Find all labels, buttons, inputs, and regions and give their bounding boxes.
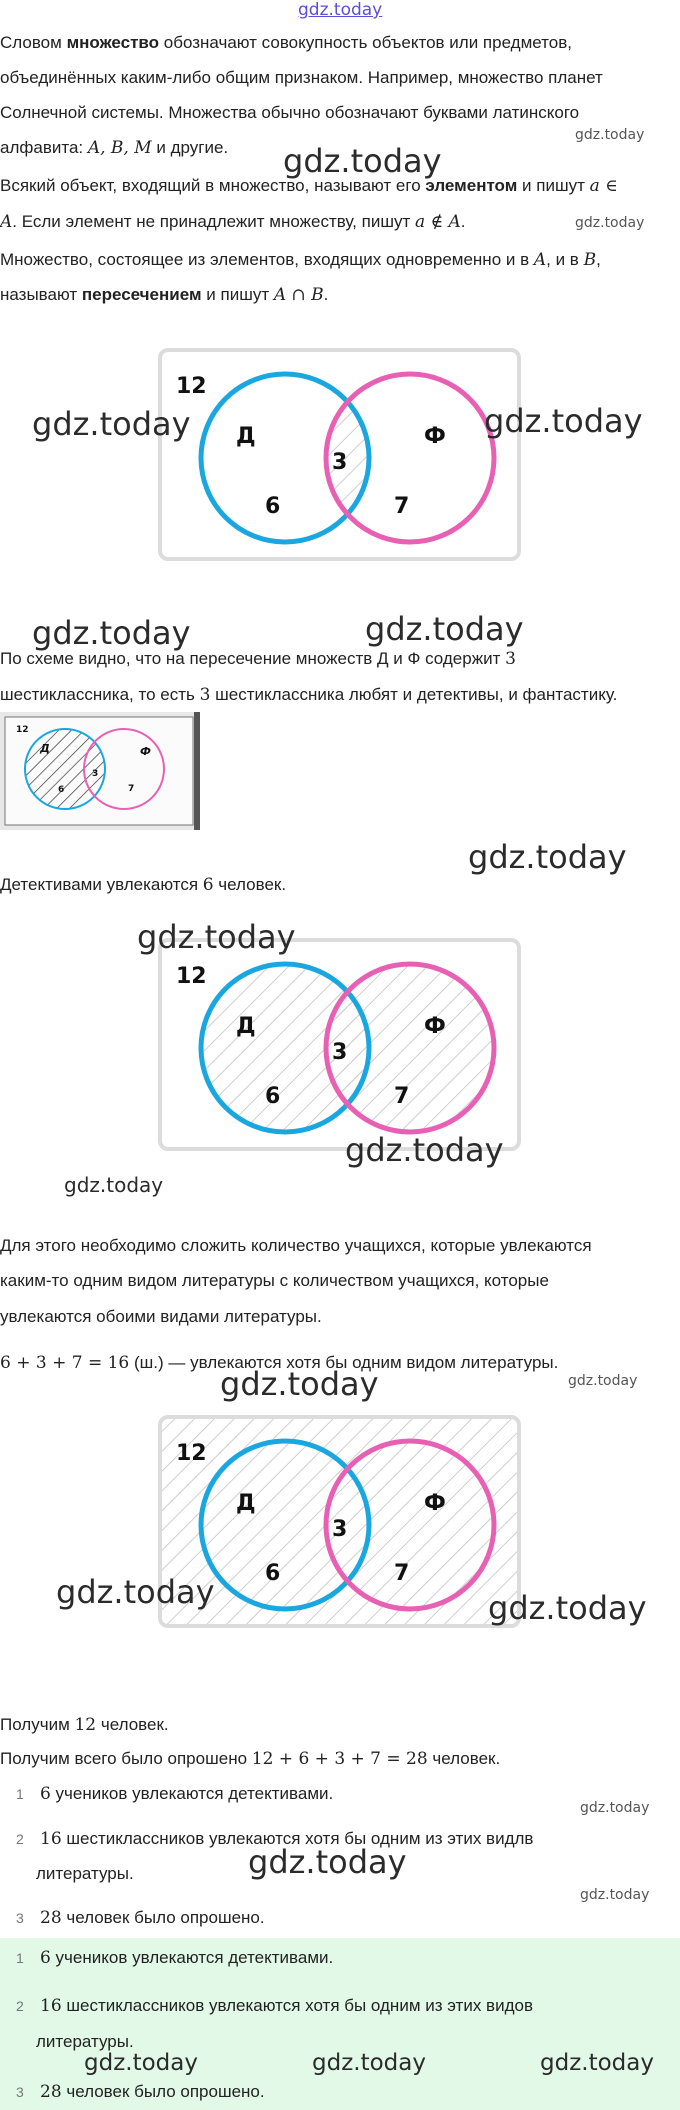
section2-line-2: [0, 677, 617, 713]
text: шестиклассника любят и детективы, и фантастику.: [210, 685, 618, 704]
answer-item-continuation: литературы.: [36, 2032, 134, 2051]
text: . Если элемент не принадлежит множеству, пишут: [12, 212, 415, 231]
set-d-label: Д: [236, 424, 256, 449]
section5-line-2: [0, 1741, 500, 1777]
number: 3: [199, 685, 211, 705]
watermark: gdz.today: [32, 405, 191, 443]
math: a ∉ A: [414, 212, 461, 232]
intro-line-8: [0, 277, 328, 313]
list-item-continuation: литературы.: [36, 1864, 134, 1883]
only-d-count: 6: [265, 494, 281, 519]
text: и пишут: [201, 285, 274, 304]
watermark: gdz.today: [345, 1131, 504, 1169]
answer-item-number: 2: [16, 1998, 24, 2014]
text: человек было опрошено.: [61, 1908, 265, 1927]
text: (ш.) — увлекаются хотя бы одним видом литературы.: [129, 1353, 559, 1372]
answer-item: [40, 1940, 333, 1976]
intro-line-3: Солнечной системы. Множества обычно обозначают буквами латинского: [0, 103, 580, 122]
math: A: [0, 212, 13, 232]
textbook-thumbnail: [0, 712, 200, 830]
watermark: gdz.today: [468, 838, 627, 876]
number: 28: [40, 2082, 62, 2102]
section4-line-2: каким-то одним видом литературы с количеством учащихся, которые: [0, 1271, 549, 1290]
text: и пишут: [517, 176, 590, 195]
outside-count: 12: [176, 374, 207, 399]
text: и другие.: [151, 138, 229, 157]
watermark: gdz.today: [575, 215, 645, 231]
text: учеников увлекаются детективами.: [50, 1948, 334, 1967]
number: 6: [40, 1948, 51, 1968]
thumb-f: Ф: [140, 745, 151, 758]
text: Получим: [0, 1715, 75, 1734]
text: По схеме видно, что на пересечение множеств Д и Ф содержит: [0, 649, 506, 668]
thumb-only-d: 6: [58, 785, 65, 795]
venn-diagram-2: [158, 938, 523, 1153]
text: обозначают совокупность объектов или предметов,: [159, 33, 572, 52]
text: человек.: [96, 1715, 169, 1734]
watermark: gdz.today: [365, 610, 524, 648]
section3-line: [0, 867, 286, 903]
watermark: gdz.today: [84, 2050, 198, 2076]
math: a ∈: [589, 176, 618, 196]
term-peresechenie: пересечением: [81, 285, 202, 304]
number: 6: [40, 1784, 51, 1804]
watermark: gdz.today: [540, 2050, 654, 2076]
only-f-count: 7: [394, 494, 410, 519]
text: шестиклассника, то есть: [0, 685, 200, 704]
both-count: 3: [332, 450, 348, 475]
thumb-only-f: 7: [128, 784, 135, 794]
watermark: gdz.today: [575, 127, 645, 143]
both-count: 3: [332, 1040, 348, 1065]
header-link[interactable]: gdz.today: [298, 0, 383, 20]
only-f-count: 7: [394, 1561, 410, 1586]
intro-line-1: [0, 25, 572, 60]
number: 6: [202, 875, 214, 895]
answer-item-number: 3: [16, 2084, 24, 2100]
number: 28: [40, 1908, 62, 1928]
watermark: gdz.today: [32, 614, 191, 652]
intro-line-7: [0, 242, 601, 278]
only-d-count: 6: [265, 1084, 281, 1109]
text: человек было опрошено.: [61, 2082, 265, 2101]
outside-count: 12: [176, 964, 207, 989]
set-f-label: Ф: [424, 424, 446, 449]
list-item: [40, 1900, 265, 1936]
answer-block: [0, 1938, 680, 2110]
text: Множество, состоящее из элементов, входящих одновременно и в: [0, 250, 534, 269]
formula: 12 + 6 + 3 + 7 = 28: [251, 1749, 428, 1769]
intro-line-2: объединённых каким-либо общим признаком. Например, множество планет: [0, 68, 603, 87]
list-item-number: 3: [16, 1910, 24, 1926]
thumb-outside: 12: [16, 725, 29, 735]
math: A ∩ B: [273, 285, 324, 305]
set-f-label: Ф: [424, 1014, 446, 1039]
text: .: [323, 285, 329, 304]
text: алфавита:: [0, 138, 88, 157]
section4-line-1: Для этого необходимо сложить количество учащихся, которые увлекаются: [0, 1236, 592, 1255]
set-d-label: Д: [236, 1491, 256, 1516]
answer-item: [40, 1988, 533, 2024]
list-item-number: 2: [16, 1831, 24, 1847]
set-d-label: Д: [236, 1014, 256, 1039]
number: 3: [505, 649, 516, 669]
text: .: [460, 212, 466, 231]
text: человек.: [427, 1749, 501, 1768]
math: A, B, M: [87, 138, 152, 158]
list-item-number: 1: [16, 1786, 24, 1802]
venn-diagram-1: [158, 348, 523, 563]
watermark: gdz.today: [56, 1573, 215, 1611]
answer-item: [40, 2074, 265, 2110]
number: 16: [40, 1829, 62, 1849]
outside-count: 12: [176, 1441, 207, 1466]
watermark: gdz.today: [568, 1373, 638, 1389]
text: , и в: [546, 250, 584, 269]
number: 12: [74, 1715, 97, 1735]
watermark: gdz.today: [64, 1173, 164, 1197]
math: A: [533, 250, 547, 270]
set-f-label: Ф: [424, 1491, 446, 1516]
text: учеников увлекаются детективами.: [50, 1784, 334, 1803]
watermark: gdz.today: [312, 2050, 426, 2076]
section5-line-1: [0, 1707, 169, 1743]
number: 16: [40, 1996, 62, 2016]
watermark: gdz.today: [283, 142, 442, 180]
watermark: gdz.today: [488, 1589, 647, 1627]
intro-line-4: [0, 130, 228, 166]
watermark: gdz.today: [580, 1800, 650, 1816]
thumb-both: 3: [92, 769, 99, 779]
term-element: элементом: [425, 176, 518, 195]
list-item: [40, 1776, 333, 1812]
watermark: gdz.today: [484, 402, 643, 440]
section4-line-3: увлекаются обоими видами литературы.: [0, 1307, 322, 1326]
formula: 6 + 3 + 7 = 16: [0, 1353, 130, 1373]
text: шестиклассников увлекаются хотя бы одним из этих видов: [61, 1996, 533, 2015]
text: Детективами увлекаются: [0, 875, 203, 894]
text: Получим всего было опрошено: [0, 1749, 252, 1768]
intro-line-6: [0, 204, 466, 240]
watermark: gdz.today: [580, 1887, 650, 1903]
only-d-count: 6: [265, 1561, 281, 1586]
only-f-count: 7: [394, 1084, 410, 1109]
text: человек.: [213, 875, 287, 894]
term-mnozhestvo: множество: [66, 33, 160, 52]
thumb-d: Д: [40, 742, 50, 755]
text: называют: [0, 285, 82, 304]
text: Всякий объект, входящий в множество, называют его: [0, 176, 426, 195]
text: шестиклассников увлекаются хотя бы одним из этих видлв: [61, 1829, 534, 1848]
watermark: gdz.today: [137, 918, 296, 956]
watermark: gdz.today: [220, 1365, 379, 1403]
both-count: 3: [332, 1517, 348, 1542]
text: ,: [596, 250, 601, 269]
watermark: gdz.today: [248, 1843, 407, 1881]
answer-item-number: 1: [16, 1950, 24, 1966]
text: Словом: [0, 33, 67, 52]
math: B: [583, 250, 597, 270]
